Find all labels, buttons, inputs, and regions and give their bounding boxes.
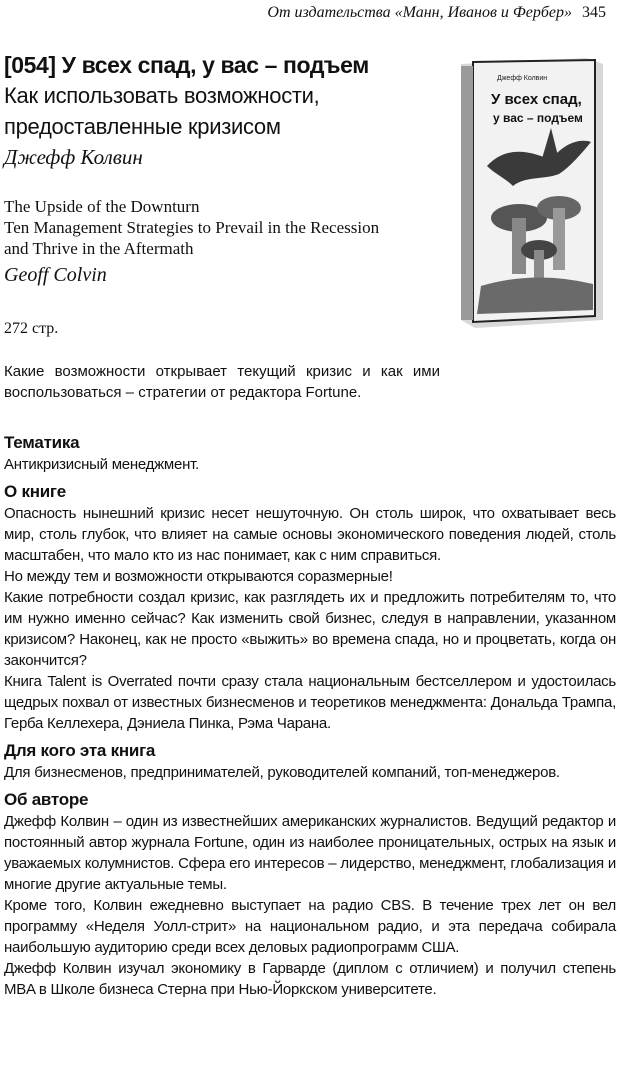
cover-title-line2: у вас – подъем — [493, 111, 583, 125]
about-book-paragraph: Опасность нынешний кризис несет нешуточную. Он столь широк, что охватывает весь мир, столь глубок, что влияет на самые основы экономического поведения людей, столь масштабен, что мало кто из нас понимает, как с ним справиться. — [4, 505, 616, 564]
book-subtitle-line2: предоставленные кризисом — [4, 114, 281, 139]
page-count: 272 стр. — [4, 320, 59, 337]
author-paragraph: Джефф Колвин изучал экономику в Гарварде (диплом с отличием) и получил степень MBA в Школе бизнеса Стерна при Нью-Йоркском университете. — [4, 960, 616, 998]
cover-author-text: Джефф Колвин — [497, 75, 548, 82]
running-head-text: От издательства «Манн, Иванов и Фербер» — [267, 4, 572, 21]
book-cover-image — [455, 58, 605, 328]
cover-title-line1: У всех спад, — [491, 91, 582, 108]
author-paragraph: Джефф Колвин – один из известнейших американских журналистов. Ведущий редактор и постоянный автор журнала Fortune, один из наиболее проницательных, острых на язык и уважаемых колумнистов. Сфера его интересов – лидерство, менеджмент, глобализация и многие другие актуальные темы. — [4, 813, 616, 893]
original-subtitle-line1: Ten Management Strategies to Prevail in the Recession — [4, 218, 380, 237]
about-book-paragraph: Но между тем и возможности открываются соразмерные! — [4, 568, 393, 585]
section-heading-topic: Тематика — [4, 433, 80, 452]
lead-text: Какие возможности открывает текущий кризис и как ими воспользоваться – стратегии от редактора Fortune. — [4, 363, 440, 401]
topic-paragraph: Антикризисный менеджмент. — [4, 456, 199, 473]
audience-paragraph: Для бизнесменов, предпринимателей, руководителей компаний, топ-менеджеров. — [4, 764, 560, 781]
page-number: 345 — [582, 4, 606, 21]
running-head — [267, 4, 606, 22]
original-subtitle-line2: and Thrive in the Aftermath — [4, 239, 194, 258]
about-book-paragraph: Какие потребности создал кризис, как разглядеть их и предложить потребителям то, что им нужно именно сейчас? Как изменить свой бизнес, следуя в направлении, указанном кризисом? Наконец, как не просто «выжить» во времена спада, но и процветать, когда он закончится? — [4, 589, 616, 669]
title-block — [4, 50, 444, 171]
section-heading-audience: Для кого эта книга — [4, 741, 156, 760]
original-title: The Upside of the Downturn — [4, 197, 200, 216]
section-heading-about-book: О книге — [4, 482, 66, 501]
author-paragraph: Кроме того, Колвин ежедневно выступает на радио CBS. В течение трех лет он вел программу «Неделя Уолл-стрит» на национальном радио, и эта передача собирала наибольшую аудиторию среди всех деловых радиопрограмм США. — [4, 897, 616, 956]
cover-spine — [461, 66, 473, 320]
book-title: [054] У всех спад, у вас – подъем — [4, 52, 369, 78]
author-en: Geoff Colvin — [4, 264, 107, 286]
author-ru: Джефф Колвин — [4, 145, 143, 169]
sections — [4, 432, 616, 1000]
book-subtitle-line1: Как использовать возможности, — [4, 83, 320, 108]
section-heading-author: Об авторе — [4, 790, 89, 809]
about-book-paragraph: Книга Talent is Overrated почти сразу стала национальным бестселлером и удостоилась щедрых похвал от известных бизнесменов и теоретиков менеджмента: Дональда Трампа, Герба Келлехера, Дэниела Пинка, Рэма Чарана. — [4, 673, 616, 732]
original-title-block — [4, 196, 444, 289]
